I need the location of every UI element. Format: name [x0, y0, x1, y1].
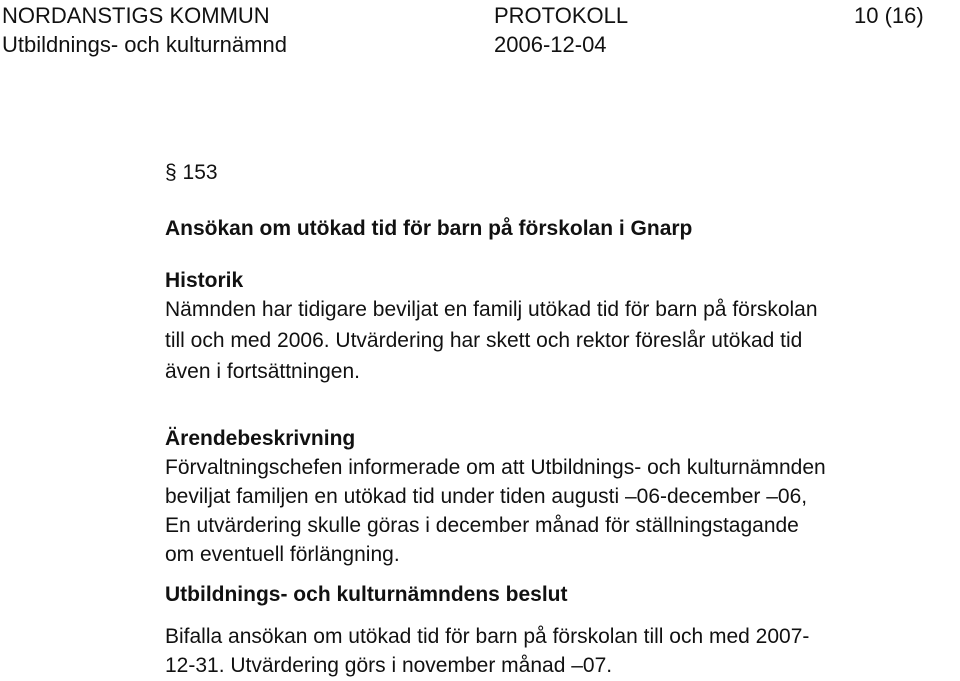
- arendebeskrivning-heading: Ärendebeskrivning: [165, 427, 356, 450]
- arendebeskrivning-line: Förvaltningschefen informerade om att Utbildnings- och kulturnämnden: [165, 456, 826, 479]
- historik-heading: Historik: [165, 269, 244, 292]
- header-org: NORDANSTIGS KOMMUN: [2, 3, 270, 28]
- beslut-line: Bifalla ansökan om utökad tid för barn på förskolan till och med 2007-: [165, 625, 810, 648]
- beslut-heading: Utbildnings- och kulturnämndens beslut: [165, 583, 568, 606]
- header-doc-type: PROTOKOLL: [494, 3, 629, 28]
- header-committee: Utbildnings- och kulturnämnd: [2, 32, 287, 57]
- arendebeskrivning-line: beviljat familjen en utökad tid under tiden augusti –06-december –06,: [165, 485, 808, 508]
- historik-line: till och med 2006. Utvärdering har skett och rektor föreslår utökad tid: [165, 329, 803, 352]
- section-number: § 153: [165, 161, 218, 184]
- beslut-line: 12-31. Utvärdering görs i november månad –07.: [165, 654, 613, 677]
- section-title: Ansökan om utökad tid för barn på förskolan i Gnarp: [165, 217, 693, 240]
- arendebeskrivning-line: om eventuell förlängning.: [165, 543, 400, 566]
- header-page-number: 10 (16): [854, 3, 924, 28]
- historik-line: Nämnden har tidigare beviljat en familj utökad tid för barn på förskolan: [165, 298, 818, 321]
- historik-line: även i fortsättningen.: [165, 360, 360, 383]
- header-date: 2006-12-04: [494, 32, 607, 57]
- arendebeskrivning-line: En utvärdering skulle göras i december månad för ställningstagande: [165, 514, 799, 537]
